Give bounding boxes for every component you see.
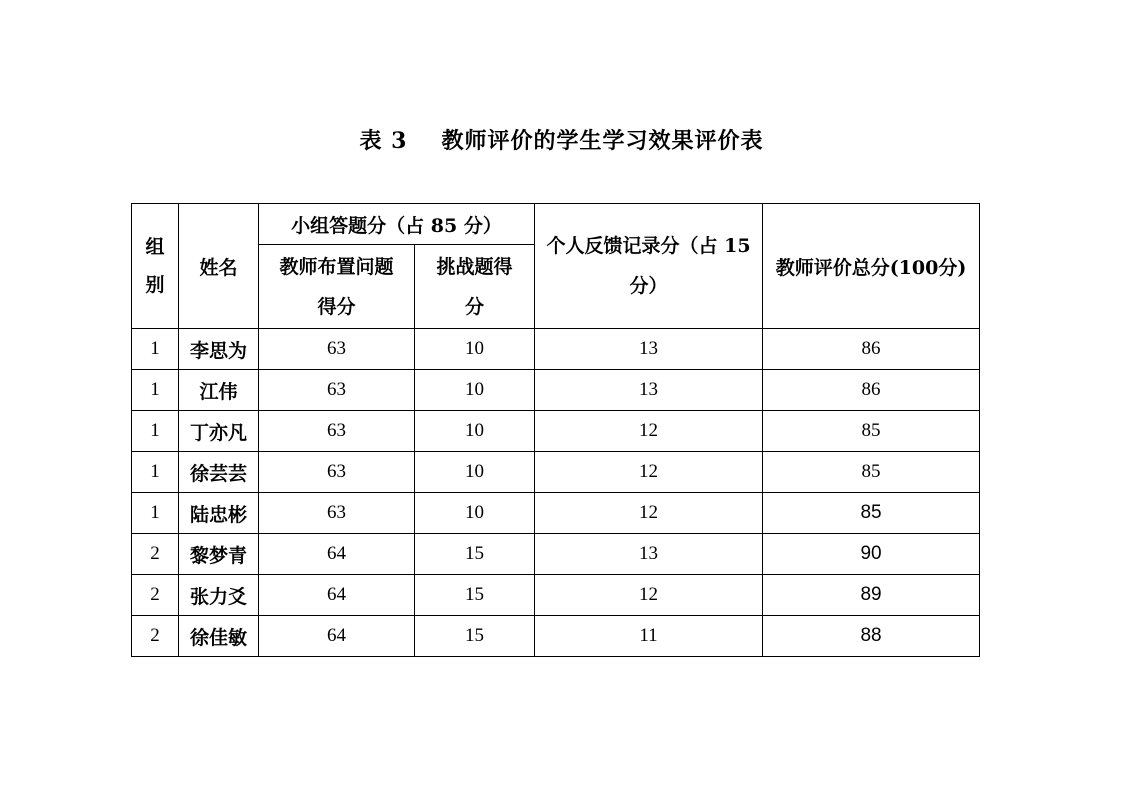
cell-teacher-score: 63 bbox=[259, 452, 415, 493]
header-group bbox=[132, 204, 179, 329]
cell-name: 陆忠彬 bbox=[179, 493, 259, 534]
cell-challenge-score: 10 bbox=[415, 329, 535, 370]
cell-name: 江伟 bbox=[179, 370, 259, 411]
header-group-line2: 别 bbox=[145, 274, 165, 296]
cell-challenge-score: 10 bbox=[415, 493, 535, 534]
table-number: 表 3 bbox=[359, 128, 408, 154]
cell-personal-score: 12 bbox=[535, 411, 763, 452]
table-row bbox=[132, 452, 980, 493]
cell-group: 1 bbox=[132, 370, 179, 411]
cell-personal-score: 11 bbox=[535, 616, 763, 657]
cell-personal-score: 12 bbox=[535, 452, 763, 493]
cell-total-score: 85 bbox=[763, 411, 980, 452]
header-challenge-line1: 挑战题得 bbox=[436, 255, 513, 278]
table-row bbox=[132, 411, 980, 452]
cell-challenge-score: 10 bbox=[415, 411, 535, 452]
cell-total-score: 85 bbox=[763, 493, 980, 534]
cell-challenge-score: 10 bbox=[415, 452, 535, 493]
cell-total-score: 85 bbox=[763, 452, 980, 493]
cell-group: 1 bbox=[132, 411, 179, 452]
table-row bbox=[132, 493, 980, 534]
table-row bbox=[132, 329, 980, 370]
cell-group: 2 bbox=[132, 534, 179, 575]
cell-personal-score: 13 bbox=[535, 329, 763, 370]
table-caption: 教师评价的学生学习效果评价表 bbox=[441, 128, 764, 154]
cell-teacher-score: 64 bbox=[259, 616, 415, 657]
header-teacher-line1: 教师布置问题 bbox=[279, 255, 394, 278]
evaluation-table bbox=[131, 203, 980, 657]
header-group-line1: 组 bbox=[145, 236, 165, 258]
table-title bbox=[0, 124, 1123, 155]
cell-challenge-score: 10 bbox=[415, 370, 535, 411]
header-name: 姓名 bbox=[179, 204, 259, 329]
cell-name: 丁亦凡 bbox=[179, 411, 259, 452]
cell-name: 徐芸芸 bbox=[179, 452, 259, 493]
cell-name: 黎梦青 bbox=[179, 534, 259, 575]
cell-name: 李思为 bbox=[179, 329, 259, 370]
cell-teacher-score: 63 bbox=[259, 370, 415, 411]
table-row bbox=[132, 370, 980, 411]
cell-group: 2 bbox=[132, 616, 179, 657]
cell-teacher-score: 63 bbox=[259, 411, 415, 452]
cell-group: 1 bbox=[132, 452, 179, 493]
cell-total-score: 86 bbox=[763, 370, 980, 411]
table-row bbox=[132, 616, 980, 657]
header-personal-feedback bbox=[535, 204, 763, 329]
header-row-1 bbox=[132, 204, 980, 245]
cell-total-score: 88 bbox=[763, 616, 980, 657]
cell-personal-score: 12 bbox=[535, 493, 763, 534]
cell-challenge-score: 15 bbox=[415, 616, 535, 657]
cell-name: 徐佳敏 bbox=[179, 616, 259, 657]
cell-name: 张力爻 bbox=[179, 575, 259, 616]
header-challenge-line2: 分 bbox=[465, 295, 485, 318]
cell-total-score: 86 bbox=[763, 329, 980, 370]
cell-personal-score: 13 bbox=[535, 534, 763, 575]
header-personal-line1: 个人反馈记录分（占 15 bbox=[546, 235, 751, 257]
cell-teacher-score: 64 bbox=[259, 534, 415, 575]
header-teacher-assigned bbox=[259, 245, 415, 329]
cell-personal-score: 12 bbox=[535, 575, 763, 616]
cell-teacher-score: 63 bbox=[259, 329, 415, 370]
cell-group: 1 bbox=[132, 493, 179, 534]
cell-group: 2 bbox=[132, 575, 179, 616]
cell-challenge-score: 15 bbox=[415, 534, 535, 575]
cell-teacher-score: 64 bbox=[259, 575, 415, 616]
header-group-answer: 小组答题分（占 85 分） bbox=[259, 204, 535, 245]
cell-personal-score: 13 bbox=[535, 370, 763, 411]
table-row bbox=[132, 575, 980, 616]
header-challenge bbox=[415, 245, 535, 329]
header-total: 教师评价总分(100分) bbox=[763, 204, 980, 329]
cell-group: 1 bbox=[132, 329, 179, 370]
cell-total-score: 89 bbox=[763, 575, 980, 616]
cell-total-score: 90 bbox=[763, 534, 980, 575]
header-personal-line2: 分） bbox=[629, 275, 668, 297]
header-teacher-line2: 得分 bbox=[317, 295, 356, 318]
table-row bbox=[132, 534, 980, 575]
cell-challenge-score: 15 bbox=[415, 575, 535, 616]
cell-teacher-score: 63 bbox=[259, 493, 415, 534]
